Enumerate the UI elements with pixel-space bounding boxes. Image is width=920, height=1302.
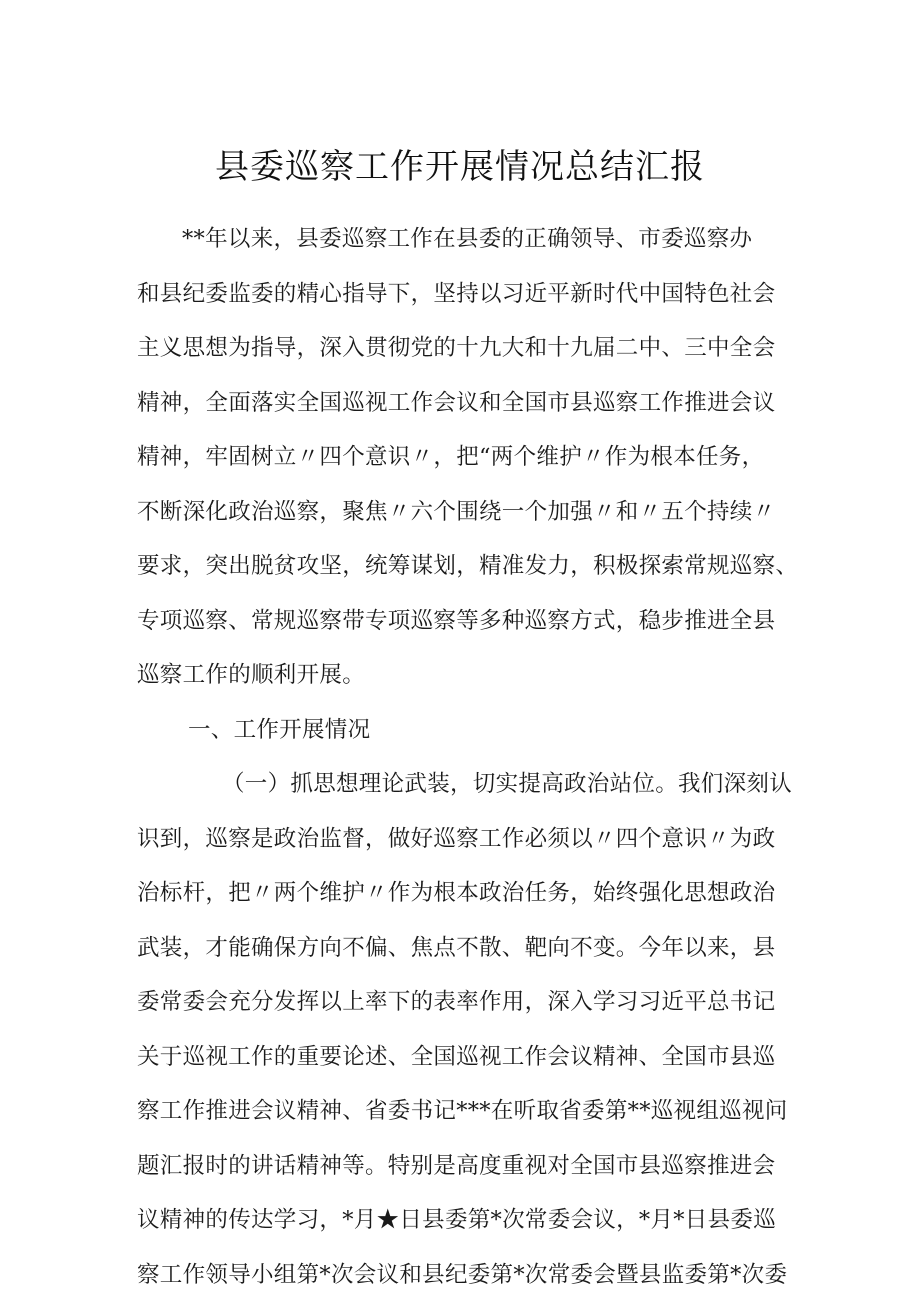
paragraph-line: 题汇报时的讲话精神等。特别是高度重视对全国市县巡察推进会 [137,1139,797,1194]
paragraph-line: 主义思想为指导，深入贯彻党的十九大和十九届二中、三中全会 [137,321,797,376]
paragraph-line: 察工作领导小组第*次会议和县纪委第*次常委会暨县监委第*次委 [137,1248,797,1302]
paragraph-line: 治标杆，把〃两个维护〃作为根本政治任务，始终强化思想政治 [137,866,797,921]
paragraph-line: 精神，牢固树立〃四个意识〃，把“两个维护〃作为根本任务， [137,430,797,485]
document-title: 县委巡察工作开展情况总结汇报 [0,142,920,192]
paragraph-line: 要求，突出脱贫攻坚，统筹谋划，精准发力，积极探索常规巡察、 [137,539,797,594]
paragraph-line: 察工作推进会议精神、省委书记***在听取省委第**巡视组巡视问 [137,1084,797,1139]
section-heading: 一、工作开展情况 [137,703,797,758]
paragraph-line: 武装，才能确保方向不偏、焦点不散、靶向不变。今年以来，县 [137,921,797,976]
paragraph-line: 识到，巡察是政治监督，做好巡察工作必须以〃四个意识〃为政 [137,812,797,867]
paragraph-line: **年以来，县委巡察工作在县委的正确领导、市委巡察办 [137,212,797,267]
paragraph-line: 精神，全面落实全国巡视工作会议和全国市县巡察工作推进会议 [137,376,797,431]
paragraph-line: 和县纪委监委的精心指导下，坚持以习近平新时代中国特色社会 [137,267,797,322]
paragraph-line: 巡察工作的顺利开展。 [137,648,797,703]
paragraph-line: 议精神的传达学习，*月★日县委第*次常委会议，*月*日县委巡 [137,1193,797,1248]
paragraph-line: 委常委会充分发挥以上率下的表率作用，深入学习习近平总书记 [137,975,797,1030]
paragraph-line: 不断深化政治巡察，聚焦〃六个围绕一个加强〃和〃五个持续〃 [137,485,797,540]
paragraph-line: 关于巡视工作的重要论述、全国巡视工作会议精神、全国市县巡 [137,1030,797,1085]
document-body [137,212,797,1302]
paragraph-line: 专项巡察、常规巡察带专项巡察等多种巡察方式，稳步推进全县 [137,594,797,649]
subsection-heading-line: （一）抓思想理论武装，切实提高政治站位。我们深刻认 [137,757,797,812]
